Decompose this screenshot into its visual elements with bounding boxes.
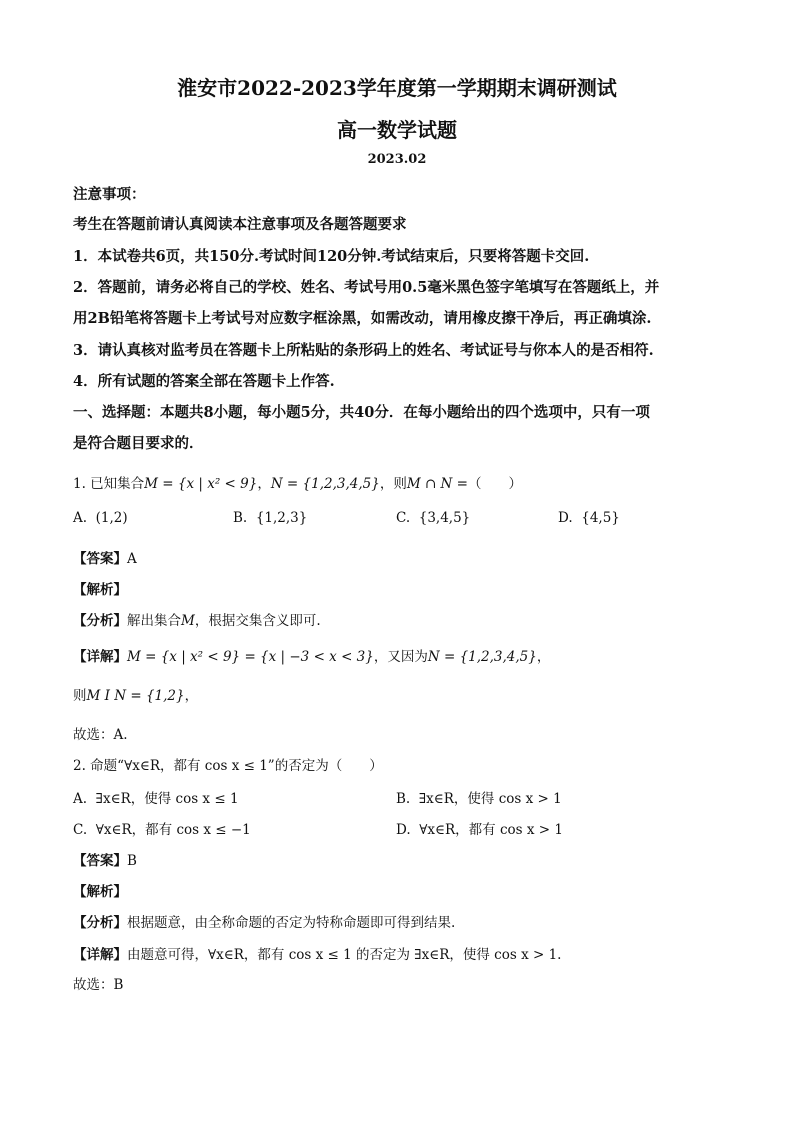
q1-answer	[73, 547, 137, 567]
q1-answer-tag: 【答案】	[73, 551, 127, 567]
q1-stem	[73, 472, 522, 492]
exam-title: 淮安市2022-2023学年度第一学期期末调研测试	[177, 76, 617, 100]
notice-item-2: 2．答题前，请务必将自己的学校、姓名、考试号用0.5毫米黑色签字笔填写在答题纸上，并	[73, 279, 660, 296]
notice-item-3: 3．请认真核对监考员在答题卡上所粘贴的条形码上的姓名、考试证号与你本人的是否相符.	[73, 342, 654, 359]
q1-stem-text: 1. 已知集合	[73, 476, 145, 492]
q2-stem: 2. 命题“∀x∈R，都有 cos x ≤ 1”的否定为（ ）	[73, 758, 383, 774]
q1-detail: 【详解】M = {x | x² < 9} = {x | −3 < x < 3}，又因为N = {1,2,3,4,5}，	[73, 649, 551, 665]
q2-option-a: A. ∃x∈R，使得 cos x ≤ 1	[73, 791, 239, 807]
section-heading-cont: 是符合题目要求的．	[73, 435, 204, 452]
q2-answer-value: B	[127, 853, 137, 869]
q1-expr: M ∩ N =	[406, 476, 468, 492]
q1-stem-then: ，则	[379, 476, 407, 492]
q2-fenxi-tag: 【分析】	[73, 915, 127, 931]
exam-subtitle: 高一数学试题	[337, 118, 457, 142]
q1-option-d: D. {4,5}	[558, 510, 620, 526]
q1-sep: ，	[257, 476, 271, 492]
notice-item-2-cont: 用2B铅笔将答题卡上考试号对应数字框涂黑，如需改动，请用橡皮擦干净后，再正确填涂.	[73, 310, 652, 327]
q1-option-a: A. (1,2)	[73, 510, 128, 526]
q2-option-d: D. ∀x∈R，都有 cos x > 1	[396, 822, 563, 838]
q1-set-m: M = {x | x² < 9}	[144, 476, 258, 492]
q2-answer-tag: 【答案】	[73, 853, 127, 869]
q1-choose: 故选：A.	[73, 727, 128, 743]
q2-detail-tag: 【详解】	[73, 947, 127, 963]
q1-answer-value: A	[127, 551, 137, 567]
notice-intro: 考生在答题前请认真阅读本注意事项及各题答题要求	[73, 216, 407, 233]
q2-option-c: C. ∀x∈R，都有 cos x ≤ −1	[73, 822, 251, 838]
q1-option-b: B. {1,2,3}	[233, 510, 308, 526]
q2-fenxi: 【分析】根据题意，由全称命题的否定为特称命题即可得到结果.	[73, 915, 456, 931]
exam-date: 2023.02	[367, 152, 427, 167]
q2-option-b: B. ∃x∈R，使得 cos x > 1	[396, 791, 562, 807]
q1-blank: （ ）	[467, 476, 522, 492]
notice-item-4: 4．所有试题的答案全部在答题卡上作答.	[73, 373, 335, 390]
q2-detail: 【详解】由题意可得，∀x∈R，都有 cos x ≤ 1 的否定为 ∃x∈R，使得 cos x > 1.	[73, 947, 562, 963]
q1-fenxi-tag: 【分析】	[73, 613, 127, 629]
q2-choose: 故选：B	[73, 977, 124, 993]
q1-option-c: C. {3,4,5}	[396, 510, 471, 526]
q1-detail-tag: 【详解】	[73, 649, 127, 665]
notice-heading: 注意事项：	[73, 186, 146, 203]
q1-then: 则M Ι N = {1,2}，	[73, 688, 199, 704]
q1-analysis-tag: 【解析】	[73, 582, 127, 598]
q2-answer	[73, 849, 137, 869]
section-heading: 一、选择题：本题共8小题，每小题5分，共40分．在每小题给出的四个选项中，只有一项	[73, 404, 650, 421]
q1-fenxi: 【分析】解出集合M，根据交集含义即可.	[73, 613, 321, 629]
q2-analysis-tag: 【解析】	[73, 884, 127, 900]
q1-set-n: N = {1,2,3,4,5}	[270, 476, 380, 492]
notice-item-1: 1．本试卷共6页，共150分.考试时间120分钟.考试结束后，只要将答题卡交回.	[73, 248, 590, 265]
